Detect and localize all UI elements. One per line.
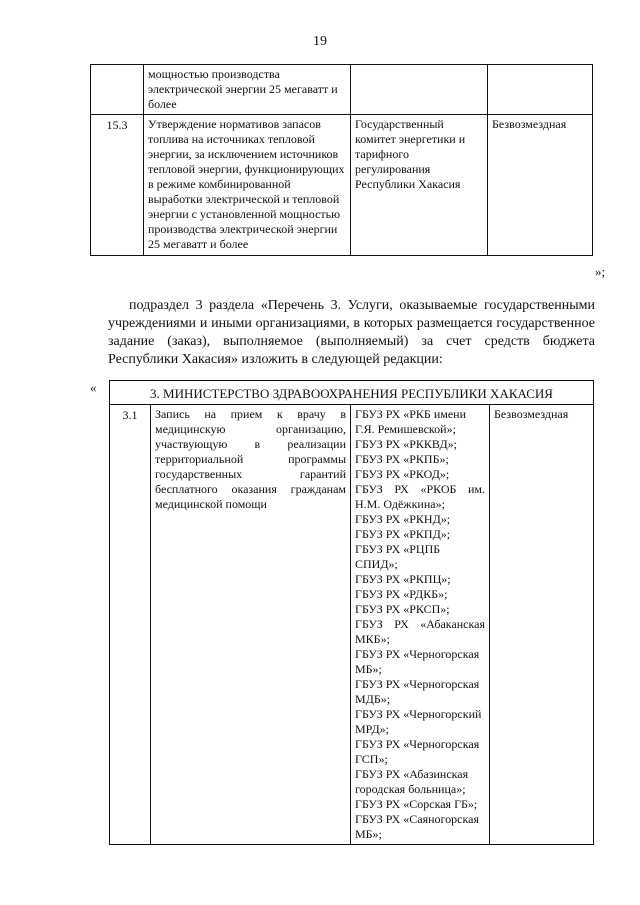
org-item: ГБУЗ РХ «РКСП»; bbox=[355, 602, 450, 616]
table-health-ministry-services bbox=[109, 380, 594, 845]
service-description: Запись на прием к врачу в медицинскую организацию, участвующую в реализации территориальной программы государственных гарантий бесплатного оказания гражданам медицинской помощи bbox=[151, 405, 351, 845]
table-electricity-services bbox=[90, 64, 593, 256]
org-item: ГБУЗ РХ «РКБ имени Г.Я. Ремишевской»; bbox=[355, 407, 466, 436]
org-item: ГБУЗ РХ «Саяногорская МБ»; bbox=[355, 812, 479, 841]
paragraph-text: подраздел 3 раздела «Перечень 3. Услуги, оказываемые государственными учреждениями и иными организациями, в которых размещается государственное задание (заказ), выполняемое (выполняемый) за счет средств бюджета Республики Хакасия» изложить в следующей редакции: bbox=[108, 298, 595, 367]
org-item: ГБУЗ РХ «РКНД»; bbox=[355, 512, 451, 526]
org-item: ГБУЗ РХ «РКПЦ»; bbox=[355, 572, 451, 586]
org-item: ГБУЗ РХ «Черногорская МДБ»; bbox=[355, 677, 480, 706]
row-number-cell bbox=[91, 65, 144, 115]
org-item: ГБУЗ РХ «РККВД»; bbox=[355, 437, 457, 451]
row-number: 3.1 bbox=[110, 405, 151, 845]
org-item: ГБУЗ РХ «Сорская ГБ»; bbox=[355, 797, 478, 811]
amendment-paragraph bbox=[108, 297, 595, 369]
table-row bbox=[91, 65, 593, 115]
table-row bbox=[110, 405, 594, 845]
organization-name: Государственный комитет энергетики и тарифного регулирования Республики Хакасия bbox=[351, 115, 488, 256]
table-header-row bbox=[110, 381, 594, 405]
page-number: 19 bbox=[313, 34, 327, 49]
fee-type: Безвозмездная bbox=[490, 405, 594, 845]
opening-quote-mark: « bbox=[90, 380, 97, 395]
org-item: ГБУЗ РХ «Черногорская ГСП»; bbox=[355, 737, 480, 766]
row-number: 15.3 bbox=[91, 115, 144, 256]
org-item: ГБУЗ РХ «РКПД»; bbox=[355, 527, 451, 541]
org-item: ГБУЗ РХ «Черногорская МБ»; bbox=[355, 647, 480, 676]
fee-cell bbox=[488, 65, 593, 115]
service-description: Утверждение нормативов запасов топлива на источниках тепловой энергии, за исключением источников тепловой энергии, функционирующих в режиме комбинированной выработки электрической и тепловой энергии с установленной мощностью производства электрической энергии 25 мегаватт и более bbox=[144, 115, 351, 256]
org-item: ГБУЗ РХ «РКПБ»; bbox=[355, 452, 449, 466]
org-item: ГБУЗ РХ «Абаканская МКБ»; bbox=[355, 617, 485, 646]
org-item: ГБУЗ РХ «РКОД»; bbox=[355, 467, 450, 481]
organization-list bbox=[351, 405, 490, 845]
org-item: ГБУЗ РХ «РЦПБ СПИД»; bbox=[355, 542, 441, 571]
organization-cell bbox=[351, 65, 488, 115]
org-item: ГБУЗ РХ «Черногорский МРД»; bbox=[355, 707, 482, 736]
closing-quote-mark: »; bbox=[595, 264, 606, 279]
service-description: мощностью производства электрической энергии 25 мегаватт и более bbox=[144, 65, 351, 115]
fee-type: Безвозмездная bbox=[488, 115, 593, 256]
table-row bbox=[91, 115, 593, 256]
section-header: 3. МИНИСТЕРСТВО ЗДРАВООХРАНЕНИЯ РЕСПУБЛИКИ ХАКАСИЯ bbox=[110, 381, 594, 405]
org-item: ГБУЗ РХ «Абазинская городская больница»; bbox=[355, 767, 469, 796]
org-item: ГБУЗ РХ «РКОБ им. Н.М. Одёжкина»; bbox=[355, 482, 485, 511]
org-item: ГБУЗ РХ «РДКБ»; bbox=[355, 587, 448, 601]
